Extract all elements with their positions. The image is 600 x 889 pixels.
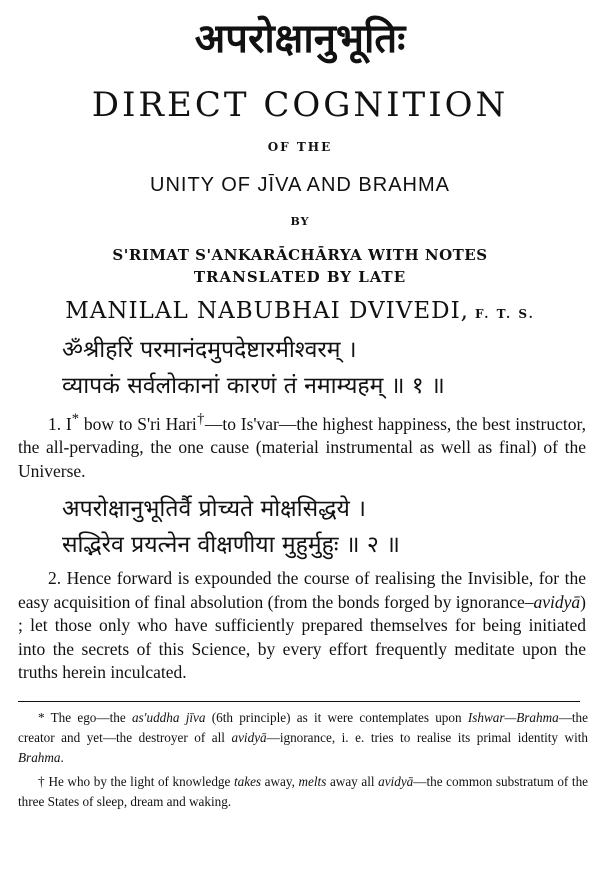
para1-number: 1. I <box>48 413 72 434</box>
title-connector: OF THE <box>267 140 333 154</box>
translator-name-text: MANILAL NABUBHAI DVIVEDI, <box>65 298 469 324</box>
footnote-mark-dagger: † <box>196 411 205 427</box>
translated-by-line: TRANSLATED BY LATE <box>193 268 407 286</box>
footnote-mark-asterisk: * <box>71 411 80 427</box>
verse-2-line-2: सद्भिरेव प्रयत्नेन वीक्षणीया मुहुर्मुहुः ॥ २ ॥ <box>62 532 400 559</box>
footnote-2 <box>18 772 588 812</box>
para2-avidya: avidyā <box>533 591 581 612</box>
paragraph-1 <box>18 408 586 483</box>
footnote-1-text: . <box>60 749 64 765</box>
by-line: BY <box>290 215 310 228</box>
footnote-2-italic: takes <box>233 773 262 789</box>
footnote-1-italic: as'uddha jīva <box>131 709 206 725</box>
footnote-1-text: —ignorance, i. e. tries to realise its primal identity with <box>266 729 588 745</box>
footnote-1-italic: Brahma <box>18 749 61 765</box>
verse-2 <box>12 491 588 563</box>
footnote-1 <box>18 708 588 768</box>
translator-suffix: F. T. S. <box>474 307 535 321</box>
verse-1-line-1: ॐश्रीहरिं परमानंदमुपदेष्टारमीश्वरम् । <box>62 337 357 363</box>
footnote-1-mark: * <box>38 709 45 725</box>
para2-text-a: 2. Hence forward is expounded the course of realising the Invisible, for the easy acquisition of final absolution (from the bonds forged by ignorance– <box>18 568 586 612</box>
footnote-2-text: away all <box>326 773 379 789</box>
translator-name <box>12 298 588 324</box>
footnote-1-italic: Ishwar—Brahma <box>467 709 559 725</box>
sanskrit-title: अपरोक्षानुभूतिः <box>194 16 406 62</box>
author-line: S'RIMAT S'ANKARĀCHĀRYA WITH NOTES <box>112 246 488 264</box>
verse-1 <box>12 332 588 404</box>
footnote-2-mark: † <box>38 773 45 789</box>
verse-1-line-2: व्यापकं सर्वलोकानां कारणं तं नमाम्यहम् ॥ १ ॥ <box>62 373 445 399</box>
para1-text-b: —to Is'var—the highest happiness, the best instructor, the all-pervading, the one cause (material instrumental as well as final) of the Universe. <box>18 413 587 481</box>
footnote-2-italic: melts <box>298 773 327 789</box>
subtitle: UNITY OF JĪVA AND BRAHMA <box>150 174 450 196</box>
para1-text-a: bow to S'ri Hari <box>79 413 197 434</box>
page-title: DIRECT COGNITION <box>91 85 509 125</box>
paragraph-2 <box>18 567 586 685</box>
para2-text-b: ) ; let those only who have sufficiently prepared themselves for being initiated into the secrets of this Science, by every effort frequently meditate upon the truths herein inculcated. <box>18 591 586 683</box>
footnote-1-text: —the creator and yet—the destroyer of all <box>18 709 588 745</box>
footnote-divider <box>18 701 580 702</box>
footnote-2-text: —the common substratum of the three States of sleep, dream and waking. <box>18 773 589 809</box>
footnote-2-text: He who by the light of knowledge <box>44 773 234 789</box>
footnote-2-italic: avidyā <box>378 773 414 789</box>
verse-2-line-1: अपरोक्षानुभूतिर्वै प्रोच्यते मोक्षसिद्धये । <box>62 496 366 523</box>
footnote-1-text: (6th principle) as it were contemplates upon <box>205 709 468 725</box>
footnote-1-italic: avidyā <box>231 729 267 745</box>
footnote-2-text: away, <box>261 773 299 789</box>
footnote-1-text: The ego—the <box>44 709 132 725</box>
